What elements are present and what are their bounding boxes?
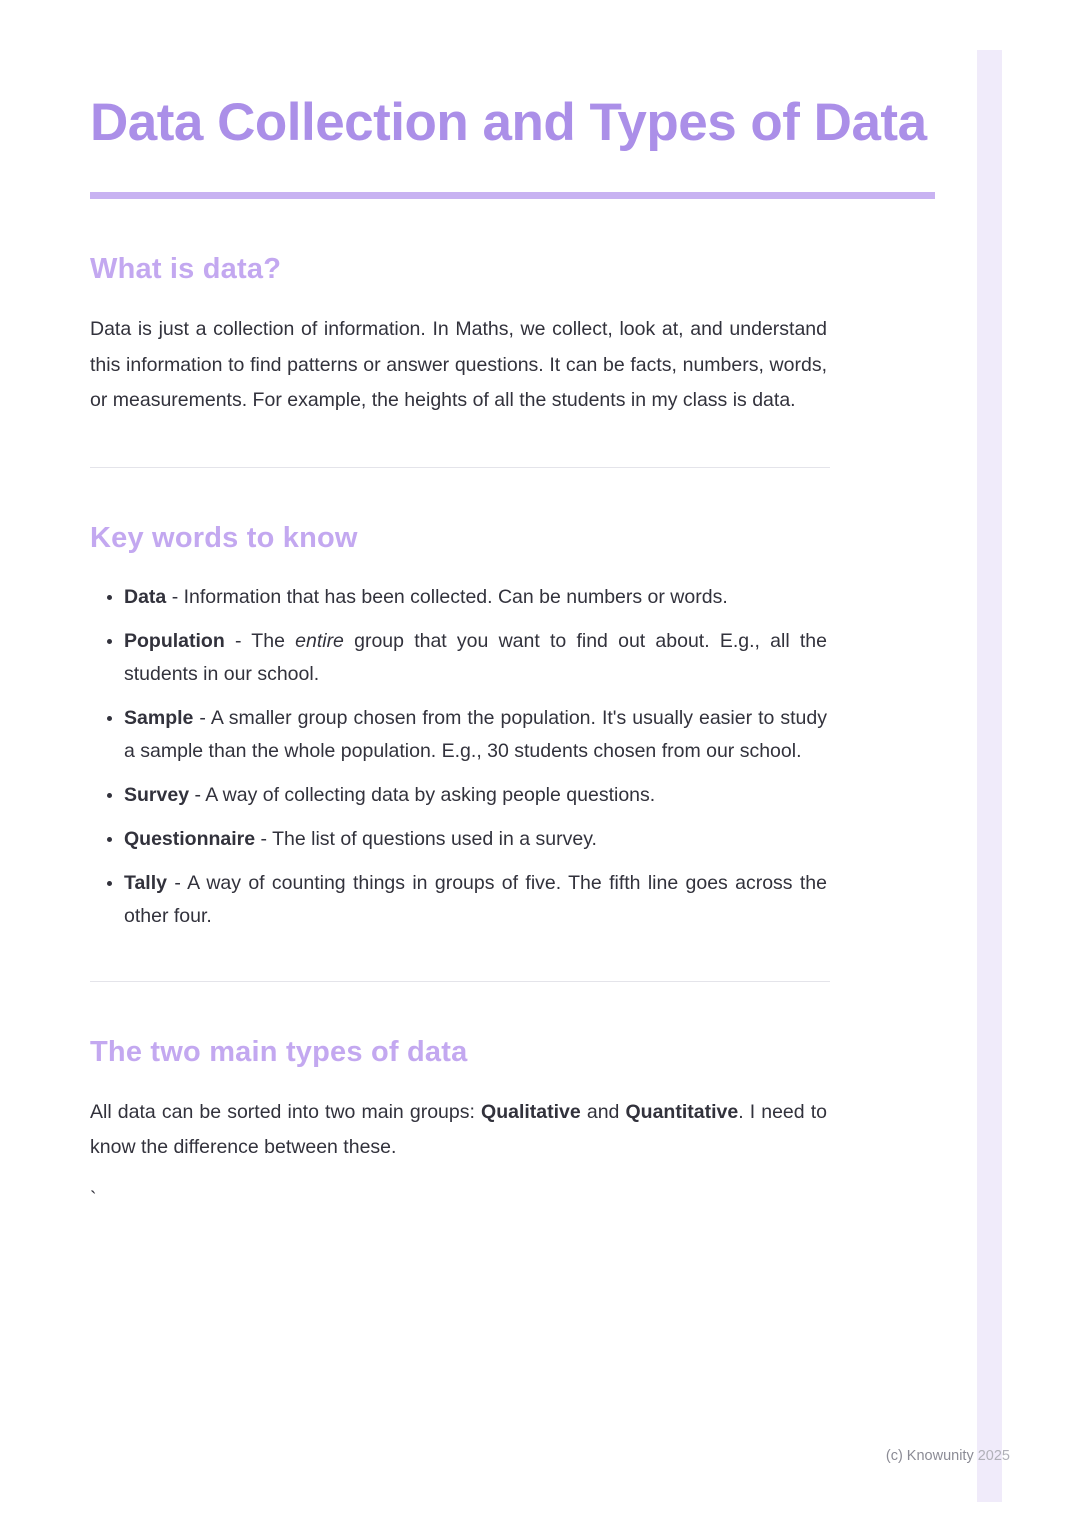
list-item: [124, 867, 827, 933]
text-segment: Qualitative: [481, 1100, 581, 1123]
section-heading-keywords: Key words to know: [90, 521, 358, 554]
keyword-definition: [255, 828, 597, 850]
text-segment: All data can be sorted into two main groups:: [90, 1100, 482, 1123]
text-segment: group that you want to find out about. E.g., all the students in our school.: [124, 629, 827, 685]
footer-credit: [886, 1448, 1010, 1464]
keyword-definition: [124, 707, 827, 762]
keyword-definition: [189, 784, 655, 806]
title-underline-rule: [90, 192, 935, 199]
list-item: [124, 702, 827, 768]
text-segment: - A way of counting things in groups of five. The fifth line goes across the other four.: [124, 871, 827, 927]
text-segment: - A smaller group chosen from the population. It's usually easier to study a sample than the whole population. E.g., 30 students chosen from our school.: [124, 706, 827, 762]
section-divider: [90, 981, 830, 982]
list-item: [124, 581, 827, 614]
list-item: [124, 823, 827, 856]
page-edge-strip: [977, 50, 1002, 1502]
section-divider: [90, 467, 830, 468]
paragraph-two-types: [90, 1095, 827, 1166]
keyword-definition: [124, 630, 827, 685]
keyword-term: Data: [124, 585, 167, 608]
text-segment: Quantitative: [625, 1100, 739, 1123]
keyword-term: Survey: [124, 783, 190, 806]
text-segment: and: [580, 1100, 626, 1123]
text-segment: . I need to know the difference between these.: [90, 1100, 827, 1159]
stray-character: `: [90, 1187, 97, 1210]
paragraph-what-is-data: Data is just a collection of information. In Maths, we collect, look at, and understand this information to find patterns or answer questions. It can be facts, numbers, words, or measurements. For example, the heights of all the students in my class is data.: [90, 318, 827, 412]
keyword-term: Population: [124, 629, 225, 652]
list-item: [124, 625, 827, 691]
text-segment: - The: [224, 629, 296, 652]
text-segment: - Information that has been collected. Can be numbers or words.: [166, 585, 728, 608]
text-segment: - A way of collecting data by asking people questions.: [189, 783, 656, 806]
page-title: Data Collection and Types of Data: [90, 93, 927, 152]
section-what-is-data: [90, 253, 935, 419]
keyword-term: Tally: [124, 871, 167, 894]
section-two-types: [90, 1036, 935, 1211]
section-heading-what-is-data: What is data?: [90, 253, 282, 286]
footer-credit-text: (c) Knowunity: [885, 1448, 974, 1464]
keyword-term: Questionnaire: [124, 827, 256, 850]
keywords-list: [90, 581, 827, 933]
list-item: [124, 779, 827, 812]
text-segment: - The list of questions used in a survey.: [255, 827, 597, 850]
keyword-definition: [124, 872, 827, 927]
keyword-term: Sample: [124, 706, 194, 729]
footer-year: 2025: [977, 1448, 1010, 1464]
section-heading-two-types: The two main types of data: [90, 1035, 468, 1068]
section-keywords: [90, 522, 935, 933]
keyword-definition: [166, 586, 727, 608]
text-segment: entire: [295, 629, 344, 652]
page-content: [90, 0, 935, 1211]
